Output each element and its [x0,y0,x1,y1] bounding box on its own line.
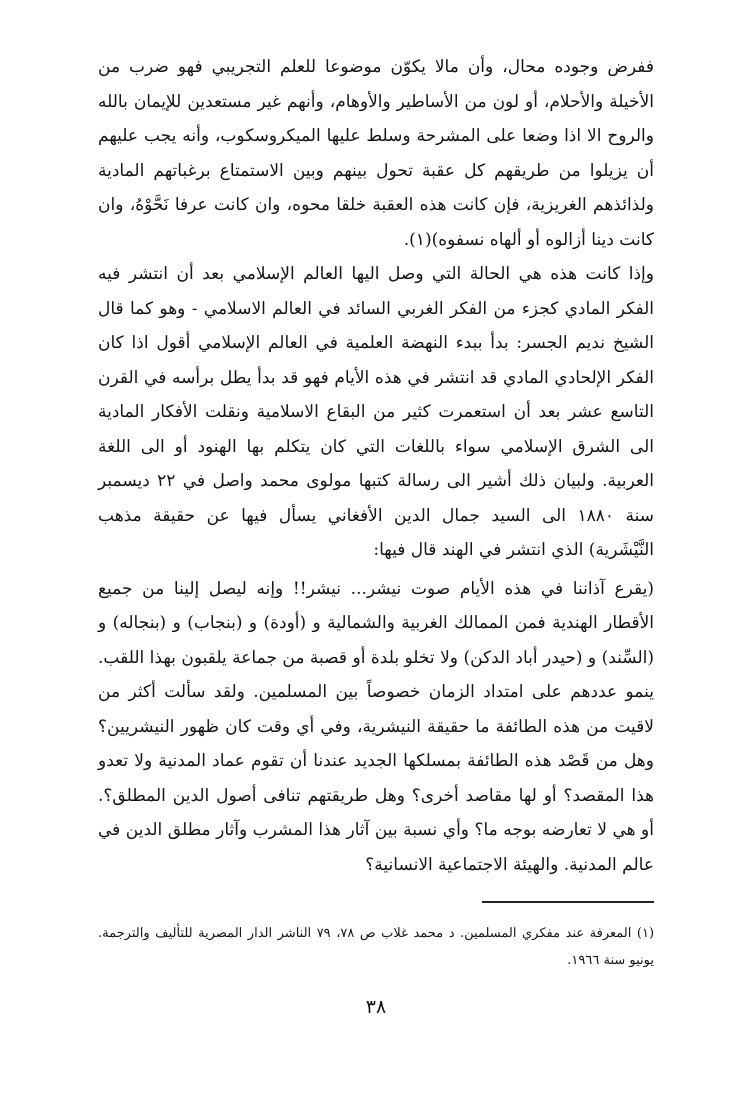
paragraph-continuation: ففرض وجوده محال، وأن مالا يكوّن موضوعا للعلم التجريبي فهو ضرب من الأخيلة والأحلام، أو لون من الأساطير والأوهام، وأنهم غير مستعدين للإيمان بالله والروح الا اذا وضعا على المشرحة وسلط عليها الميكروسكوب، وأنه يجب عليهم أن يزيلوا من طريقهم كل عقبة تحول بينهم وبين الاستمتاع برغباتهم المادية ولذائذهم الغريزية، فإن كانت هذه العقبة خلقا محوه، وان كانت عرفا نَحَّوْهُ، وان كانت دينا أزالوه أو ألهاه نسفوه)(١). [98,57,654,250]
paragraph-nishriyya-intro: وإذا كانت هذه هي الحالة التي وصل اليها العالم الإسلامي بعد أن انتشر فيه الفكر المادي كجزء من الفكر الغربي السائد في العالم الاسلامي - وهو كما قال الشيخ نديم الجسر: بدأ ببدء النهضة العلمية في العالم الإسلامي أقول اذا كان الفكر الإلحادي المادي قد انتشر في هذه الأيام فهو قد بدأ يطل برأسه في القرن التاسع عشر بعد أن استعمرت كثير من البقاع الاسلامية ونقلت الأفكار المادية الى الشرق الإسلامي سواء باللغات التي كان يتكلم بها الهنود أو الى اللغة العربية. ولبيان ذلك أشير الى رسالة كتبها مولوى محمد واصل في ٢٢ ديسمبر سنة ١٨٨٠ الى السيد جمال الدين الأفغاني يسأل فيها عن حقيقة مذهب النَّيْشَرية) الذي انتشر في الهند قال فيها: [98,264,654,560]
page-number: ٣٨ [365,996,387,1018]
paragraph-letter-quote: (يقرع آذاننا في هذه الأيام صوت نيشر... نيشر!! وإنه ليصل إلينا من جميع الأقطار الهندية فمن الممالك الغربية والشمالية و (أودة) و (بنجاب) و (بنجاله) و (السِّند) و (حيدر أباد الدكن) ولا تخلو بلدة أو قصبة من جماعة يلقبون بهذا اللقب. ينمو عددهم على امتداد الزمان خصوصاً بين المسلمين. ولقد سألت أكثر من لاقيت من هذه الطائفة ما حقيقة النيشرية، وفي أي وقت كان ظهور النيشريين؟ وهل من قَصْد هذه الطائفة بمسلكها الجديد عندنا أن تقوم عماد المدنية ولا تعدو هذا المقصد؟ أو لها مقاصد أخرى؟ وهل طريقتهم تنافى أصول الدين المطلق؟. أو هي لا تعارضه بوجه ما؟ وأي نسبة بين آثار هذا المشرب وآثار مطلق الدين في عالم المدنية. والهيئة الاجتماعية الانسانية؟ [98,578,654,875]
footnote-separator [482,901,654,903]
book-page [98,50,654,1114]
footnote: (١) المعرفة عند مفكري المسلمين. د محمد غلاب ص ٧٨، ٧٩ الناشر الدار المصرية للتأليف والترجمة. يونيو سنة ١٩٦٦. [98,926,655,968]
